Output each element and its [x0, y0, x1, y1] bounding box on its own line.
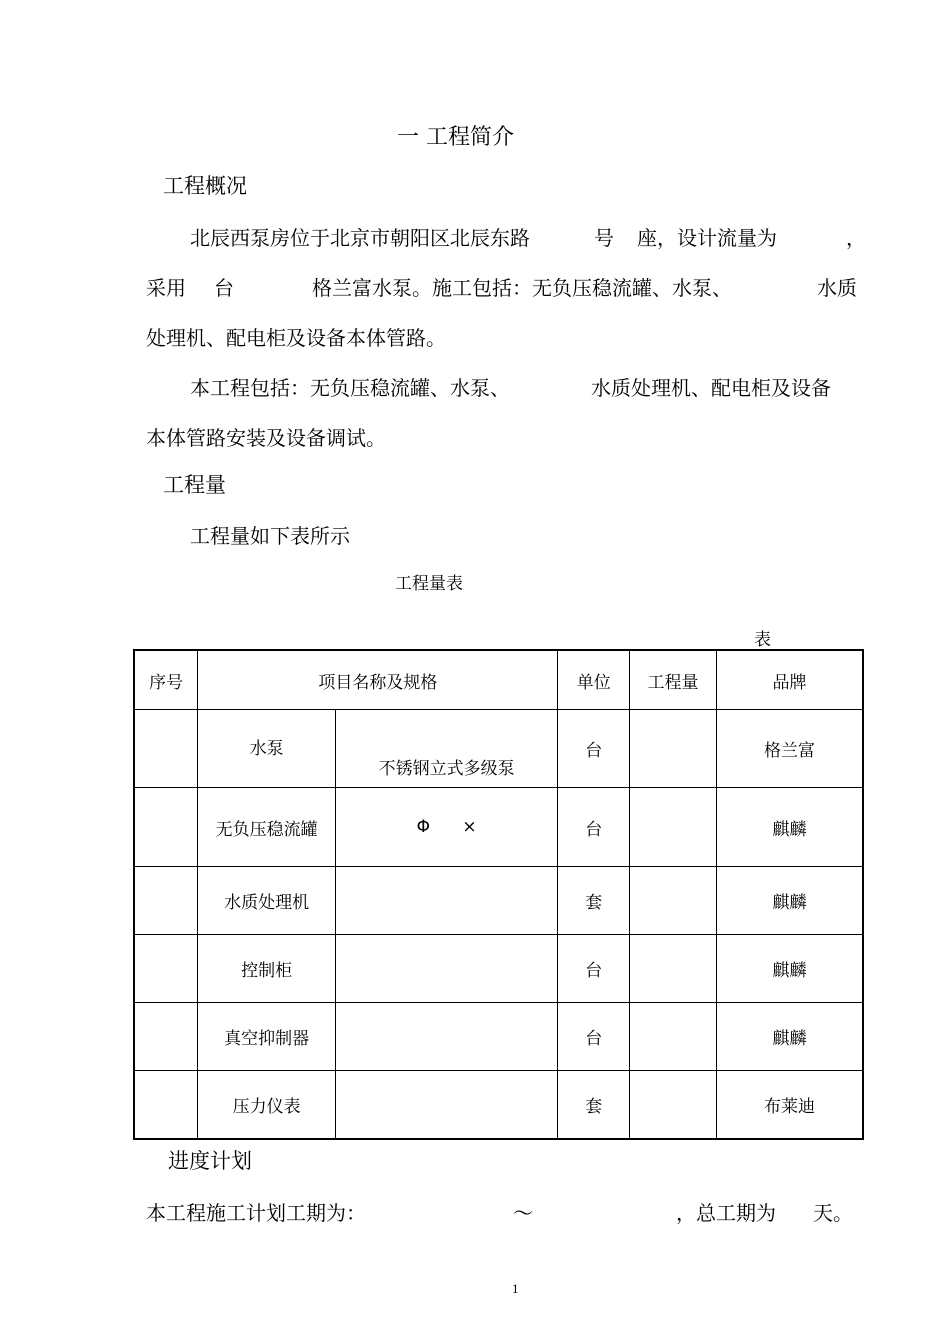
cell-name: 真空抑制器: [198, 1003, 336, 1071]
table-row: [134, 935, 863, 1003]
cell-brand: 麒麟: [716, 788, 863, 867]
table-row: [134, 788, 863, 867]
cell-unit: 台: [558, 788, 630, 867]
cell-qty: [630, 710, 717, 788]
overview-text: 水质: [817, 276, 857, 300]
cell-name: 压力仪表: [198, 1071, 336, 1139]
table-row: [134, 1003, 863, 1071]
cell-name: 控制柜: [198, 935, 336, 1003]
page-title: 一 工程简介: [397, 125, 514, 150]
overview-text: ，: [846, 226, 866, 250]
cell-brand: 麒麟: [716, 1003, 863, 1071]
schedule-text: ～: [513, 1201, 533, 1225]
cell-seq: [134, 935, 198, 1003]
header-unit: 单位: [558, 650, 630, 710]
header-item: 项目名称及规格: [198, 650, 558, 710]
cell-seq: [134, 788, 198, 867]
overview-text: 格兰富水泵。施工包括：无负压稳流罐、水泵、: [312, 276, 732, 300]
table-caption: 工程量表: [395, 574, 463, 594]
cell-brand: 格兰富: [716, 710, 863, 788]
cell-brand: 麒麟: [716, 935, 863, 1003]
cell-seq: [134, 1071, 198, 1139]
table-row: [134, 710, 863, 788]
overview-text: 采用: [146, 276, 186, 300]
cell-spec: [335, 935, 557, 1003]
overview-text: 号: [594, 226, 614, 250]
cell-spec: [335, 867, 557, 935]
cell-name: 水泵: [198, 710, 336, 788]
schedule-text: 本工程施工计划工期为：: [146, 1201, 366, 1225]
cell-unit: 套: [558, 867, 630, 935]
schedule-text: ，总工期为: [676, 1201, 776, 1225]
overview-text: 北辰西泵房位于北京市朝阳区北辰东路: [190, 226, 530, 250]
cell-qty: [630, 867, 717, 935]
scope-text: 水质处理机、配电柜及设备: [591, 376, 831, 400]
cell-unit: 台: [558, 710, 630, 788]
cell-seq: [134, 1003, 198, 1071]
section-heading-schedule: 进度计划: [168, 1149, 252, 1173]
cell-name: 水质处理机: [198, 867, 336, 935]
table-note: 表: [754, 630, 771, 650]
cell-unit: 套: [558, 1071, 630, 1139]
overview-text: 座，设计流量为: [637, 226, 777, 250]
cell-qty: [630, 935, 717, 1003]
cell-spec: [335, 1003, 557, 1071]
scope-text: 本工程包括：无负压稳流罐、水泵、: [190, 376, 510, 400]
header-brand: 品牌: [716, 650, 863, 710]
section-heading-quantity: 工程量: [163, 473, 226, 497]
cell-seq: [134, 710, 198, 788]
quantity-table: [133, 649, 864, 1140]
cell-brand: 麒麟: [716, 867, 863, 935]
overview-text: 处理机、配电柜及设备本体管路。: [146, 326, 446, 350]
cell-seq: [134, 867, 198, 935]
schedule-text: 天。: [813, 1201, 853, 1225]
header-qty: 工程量: [630, 650, 717, 710]
scope-text: 本体管路安装及设备调试。: [146, 426, 386, 450]
table-header-row: [134, 650, 863, 710]
cell-qty: [630, 1071, 717, 1139]
cell-qty: [630, 1003, 717, 1071]
cell-spec: [335, 1071, 557, 1139]
cell-unit: 台: [558, 935, 630, 1003]
overview-text: 台: [214, 276, 234, 300]
table-row: [134, 867, 863, 935]
cell-spec: 不锈钢立式多级泵: [335, 710, 557, 788]
cell-brand: 布莱迪: [716, 1071, 863, 1139]
header-seq: 序号: [134, 650, 198, 710]
table-row: [134, 1071, 863, 1139]
cell-unit: 台: [558, 1003, 630, 1071]
cell-name: 无负压稳流罐: [198, 788, 336, 867]
quantity-intro: 工程量如下表所示: [190, 524, 350, 548]
page-number: 1: [512, 1281, 519, 1296]
section-heading-overview: 工程概况: [163, 174, 247, 198]
cell-qty: [630, 788, 717, 867]
cell-spec: Φ ×: [335, 788, 557, 867]
